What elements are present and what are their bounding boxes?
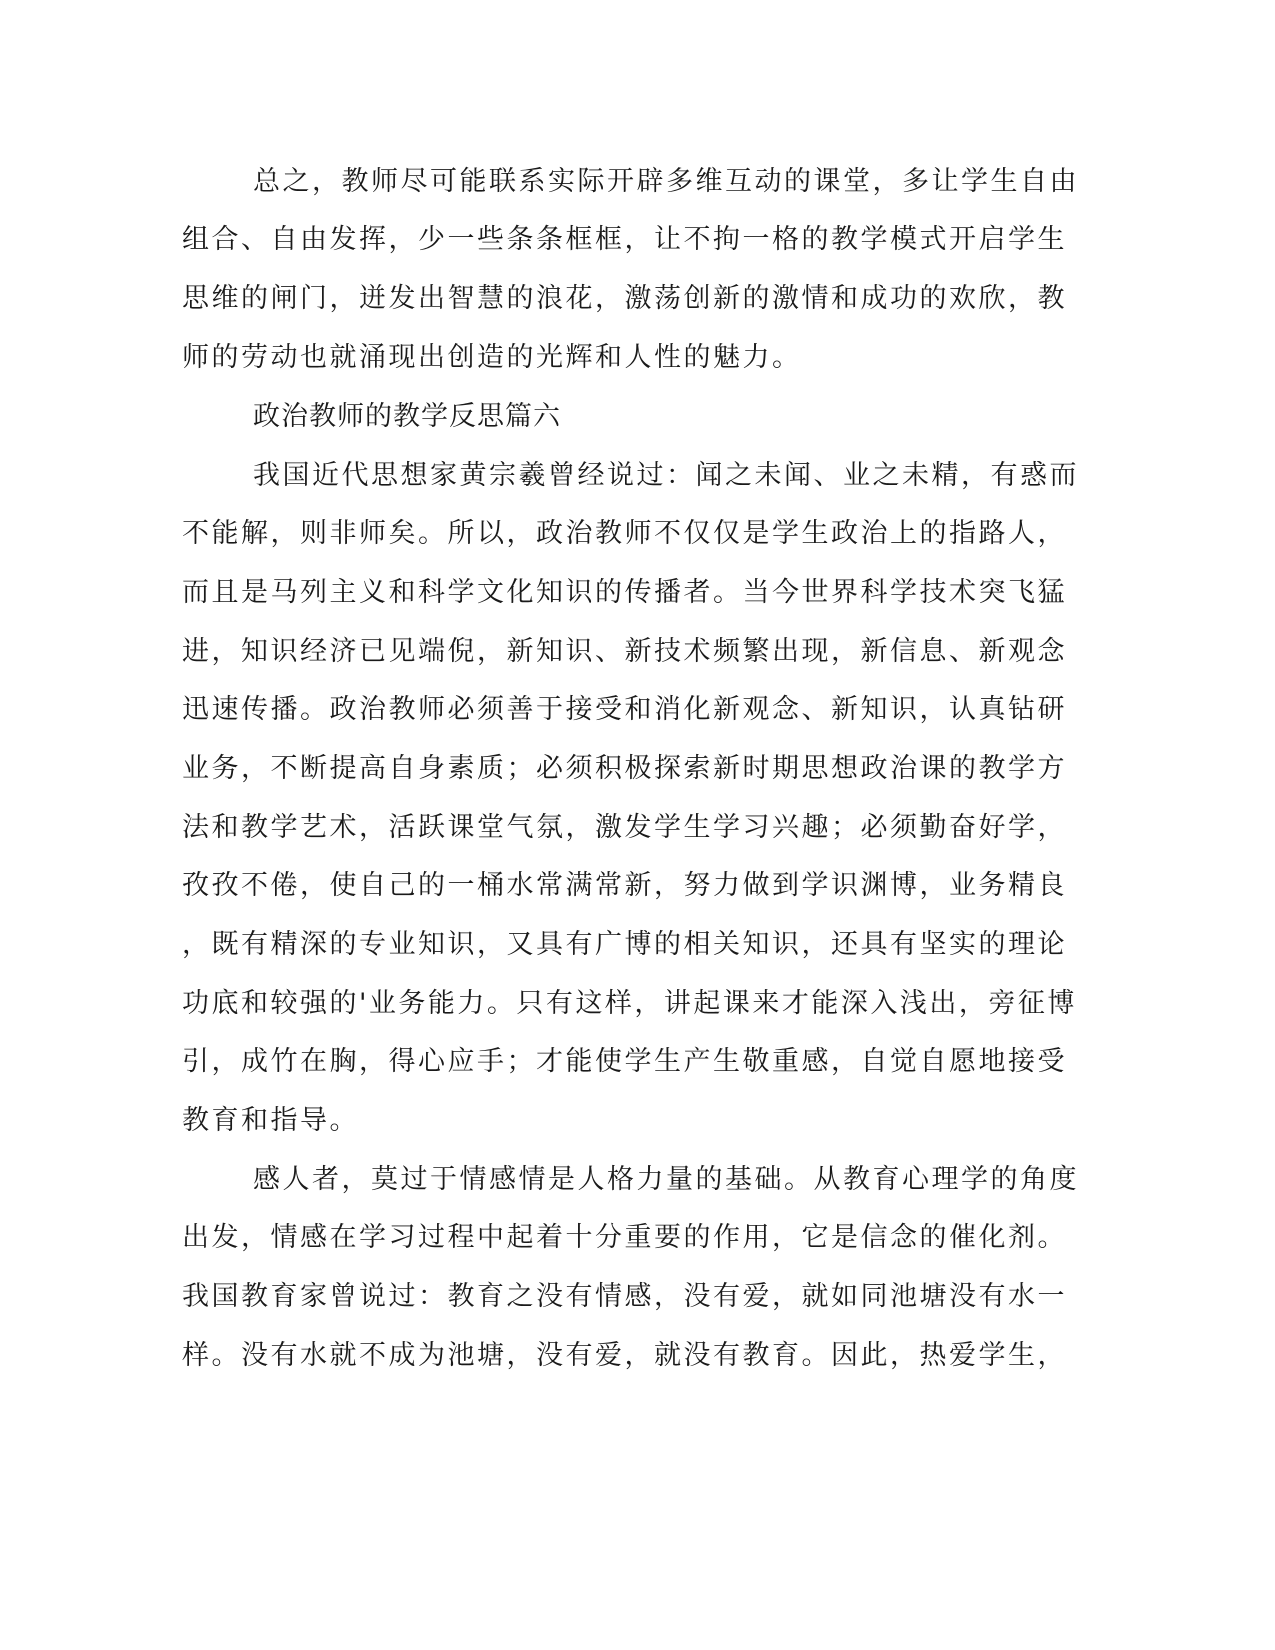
paragraph-2-line-6: 业务，不断提高自身素质；必须积极探索新时期思想政治课的教学方 xyxy=(182,753,1067,784)
paragraph-3-line-1: 感人者，莫过于情感情是人格力量的基础。从教育心理学的角度 xyxy=(253,1164,1079,1195)
paragraph-3-line-2: 出发，情感在学习过程中起着十分重要的作用，它是信念的催化剂。 xyxy=(182,1222,1067,1253)
paragraph-3-line-4: 样。没有水就不成为池塘，没有爱，就没有教育。因此，热爱学生， xyxy=(182,1340,1067,1371)
paragraph-2-line-1: 我国近代思想家黄宗羲曾经说过：闻之未闻、业之未精，有惑而 xyxy=(253,460,1079,491)
paragraph-2-line-2: 不能解，则非师矣。所以，政治教师不仅仅是学生政治上的指路人， xyxy=(182,518,1067,549)
paragraph-2-line-7: 法和教学艺术，活跃课堂气氛，激发学生学习兴趣；必须勤奋好学， xyxy=(182,812,1067,843)
paragraph-1-line-2: 组合、自由发挥，少一些条条框框，让不拘一格的教学模式开启学生 xyxy=(182,224,1067,255)
paragraph-1-line-1: 总之，教师尽可能联系实际开辟多维互动的课堂，多让学生自由 xyxy=(253,166,1079,197)
paragraph-2-line-10: 功底和较强的'业务能力。只有这样，讲起课来才能深入浅出，旁征博 xyxy=(182,988,1077,1019)
paragraph-2-line-11: 引，成竹在胸，得心应手；才能使学生产生敬重感，自觉自愿地接受 xyxy=(182,1046,1067,1077)
paragraph-2-line-4: 进，知识经济已见端倪，新知识、新技术频繁出现，新信息、新观念 xyxy=(182,636,1067,667)
paragraph-2-line-8: 孜孜不倦，使自己的一桶水常满常新，努力做到学识渊博，业务精良 xyxy=(182,870,1067,901)
paragraph-1-line-3: 思维的闸门，迸发出智慧的浪花，激荡创新的激情和成功的欢欣，教 xyxy=(182,283,1067,314)
paragraph-1-line-4: 师的劳动也就涌现出创造的光辉和人性的魅力。 xyxy=(182,342,802,373)
paragraph-2-line-9: ，既有精深的专业知识，又具有广博的相关知识，还具有坚实的理论 xyxy=(182,929,1067,960)
section-heading: 政治教师的教学反思篇六 xyxy=(253,401,561,432)
paragraph-2-line-3: 而且是马列主义和科学文化知识的传播者。当今世界科学技术突飞猛 xyxy=(182,577,1067,608)
paragraph-2-line-5: 迅速传播。政治教师必须善于接受和消化新观念、新知识，认真钻研 xyxy=(182,694,1067,725)
paragraph-3-line-3: 我国教育家曾说过：教育之没有情感，没有爱，就如同池塘没有水一 xyxy=(182,1281,1067,1312)
paragraph-2-line-12: 教育和指导。 xyxy=(182,1105,359,1136)
